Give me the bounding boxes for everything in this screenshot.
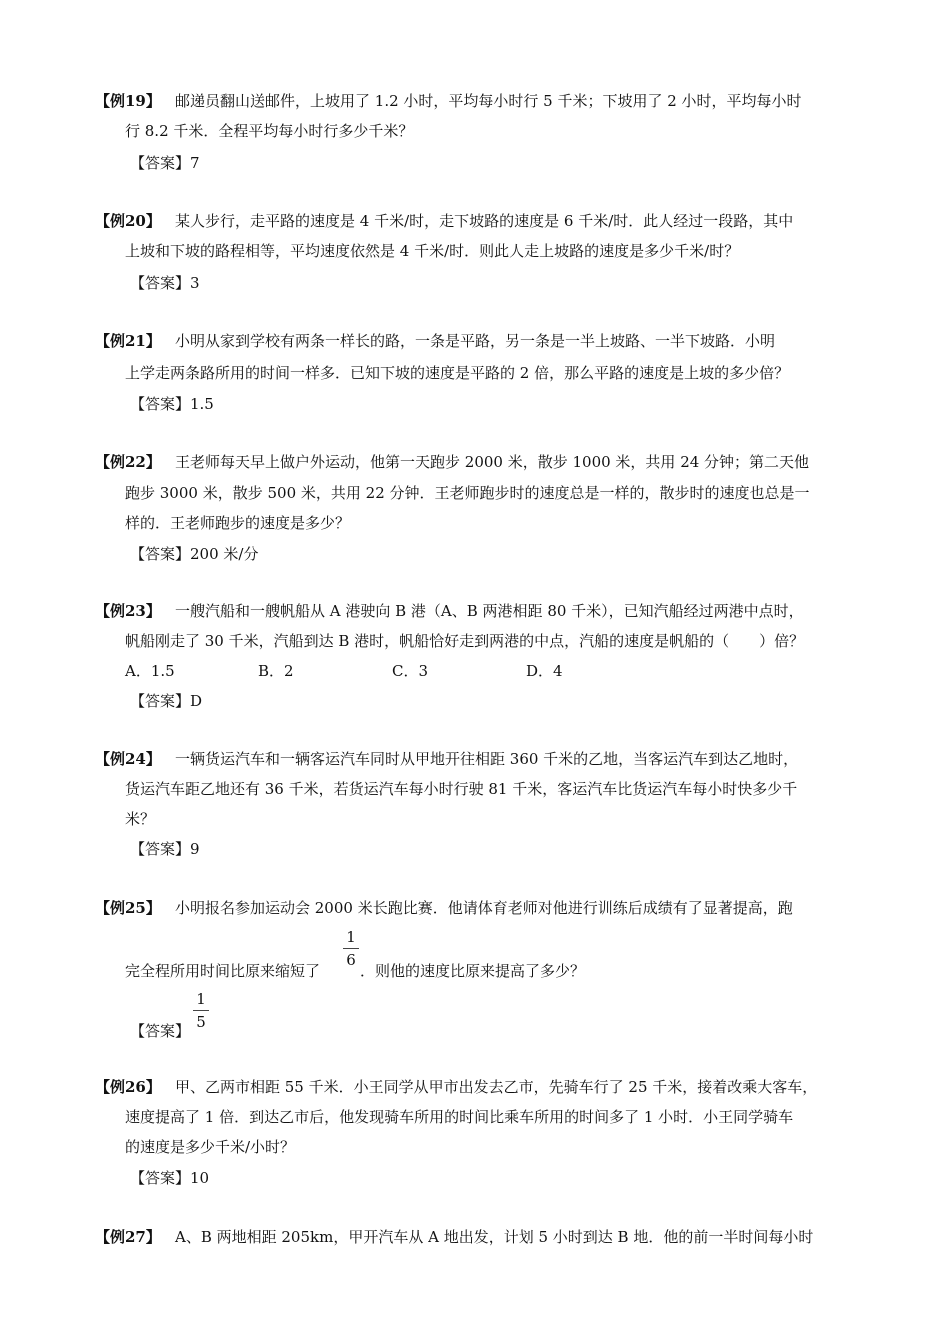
problem-text: 完全程所用时间比原来缩短了 xyxy=(125,962,321,980)
problem-text: 王老师每天早上做户外运动，他第一天跑步 2000 米，散步 1000 米，共用 24 分钟；第二天他 xyxy=(175,453,810,471)
problem-label: 【例19】 xyxy=(95,92,161,110)
answer-label: 【答案】 xyxy=(130,545,191,563)
problem-label: 【例23】 xyxy=(95,602,161,620)
answer-label: 【答案】 xyxy=(130,692,191,710)
fraction-denominator: 6 xyxy=(346,951,356,969)
problem-label: 【例22】 xyxy=(95,453,161,471)
problem-label: 【例27】 xyxy=(95,1228,161,1246)
problem-text: 跑步 3000 米，散步 500 米，共用 22 分钟．王老师跑步时的速度总是一样的，散步时的速度也总是一 xyxy=(125,484,810,502)
answer-value: 3 xyxy=(190,274,200,292)
problem-text: 行 8.2 千米．全程平均每小时行多少千米？ xyxy=(125,122,414,140)
option-c: C．3 xyxy=(392,662,429,680)
problem-text: 甲、乙两市相距 55 千米．小王同学从甲市出发去乙市，先骑车行了 25 千米，接着改乘大客车， xyxy=(175,1078,818,1096)
fraction-denominator: 5 xyxy=(196,1013,206,1031)
problem-label: 【例24】 xyxy=(95,750,161,768)
answer-value: 7 xyxy=(190,154,200,172)
problem-text: ．则他的速度比原来提高了多少？ xyxy=(360,962,586,980)
answer-fraction xyxy=(193,990,209,1031)
fraction-numerator: 1 xyxy=(346,928,356,946)
answer-label: 【答案】 xyxy=(130,840,191,858)
problem-text: 一艘汽船和一艘帆船从 A 港驶向 B 港（A、B 两港相距 80 千米），已知汽船经过两港中点时， xyxy=(175,602,804,620)
answer-label: 【答案】 xyxy=(130,274,191,292)
answer-value: 1.5 xyxy=(190,395,214,413)
problem-text: 上学走两条路所用的时间一样多．已知下坡的速度是平路的 2 倍，那么平路的速度是上坡的多少倍？ xyxy=(125,364,790,382)
fraction-bar xyxy=(193,1010,209,1011)
answer-label: 【答案】 xyxy=(130,1022,191,1040)
problem-text: 上坡和下坡的路程相等，平均速度依然是 4 千米/时．则此人走上坡路的速度是多少千米/时？ xyxy=(125,242,740,260)
answer-value: D xyxy=(190,692,203,710)
problem-text: 一辆货运汽车和一辆客运汽车同时从甲地开往相距 360 千米的乙地，当客运汽车到达乙地时， xyxy=(175,750,799,768)
problem-text: 帆船刚走了 30 千米，汽船到达 B 港时，帆船恰好走到两港的中点，汽船的速度是帆船的（ ）倍？ xyxy=(125,632,805,650)
problem-label: 【例21】 xyxy=(95,332,161,350)
answer-label: 【答案】 xyxy=(130,154,191,172)
answer-value: 200 米/分 xyxy=(190,545,259,563)
fraction-bar xyxy=(343,948,359,949)
problem-text: 邮递员翻山送邮件，上坡用了 1.2 小时，平均每小时行 5 千米；下坡用了 2 小时，平均每小时 xyxy=(175,92,802,110)
problem-text: A、B 两地相距 205km，甲开汽车从 A 地出发，计划 5 小时到达 B 地．他的前一半时间每小时 xyxy=(175,1228,814,1246)
answer-label: 【答案】 xyxy=(130,395,191,413)
problem-text: 米？ xyxy=(125,810,156,828)
fraction-numerator: 1 xyxy=(196,990,206,1008)
problem-text: 速度提高了 1 倍．到达乙市后，他发现骑车所用的时间比乘车所用的时间多了 1 小时．小王同学骑车 xyxy=(125,1108,794,1126)
problem-label: 【例20】 xyxy=(95,212,161,230)
option-b: B．2 xyxy=(258,662,294,680)
problem-label: 【例26】 xyxy=(95,1078,161,1096)
problem-text: 样的．王老师跑步的速度是多少？ xyxy=(125,514,351,532)
answer-value: 10 xyxy=(190,1169,210,1187)
problem-text: 某人步行，走平路的速度是 4 千米/时，走下坡路的速度是 6 千米/时．此人经过一段路，其中 xyxy=(175,212,794,230)
option-a: A．1.5 xyxy=(125,662,175,680)
problem-text: 的速度是多少千米/小时？ xyxy=(125,1138,296,1156)
problem-text: 小明报名参加运动会 2000 米长跑比赛．他请体育老师对他进行训练后成绩有了显著提高，跑 xyxy=(175,899,793,917)
problem-label: 【例25】 xyxy=(95,899,161,917)
problem-text: 小明从家到学校有两条一样长的路，一条是平路，另一条是一半上坡路、一半下坡路．小明 xyxy=(175,332,776,350)
answer-label: 【答案】 xyxy=(130,1169,191,1187)
problem-text: 货运汽车距乙地还有 36 千米，若货运汽车每小时行驶 81 千米，客运汽车比货运汽车每小时快多少千 xyxy=(125,780,798,798)
fraction xyxy=(343,928,359,969)
option-d: D．4 xyxy=(526,662,563,680)
answer-value: 9 xyxy=(190,840,200,858)
